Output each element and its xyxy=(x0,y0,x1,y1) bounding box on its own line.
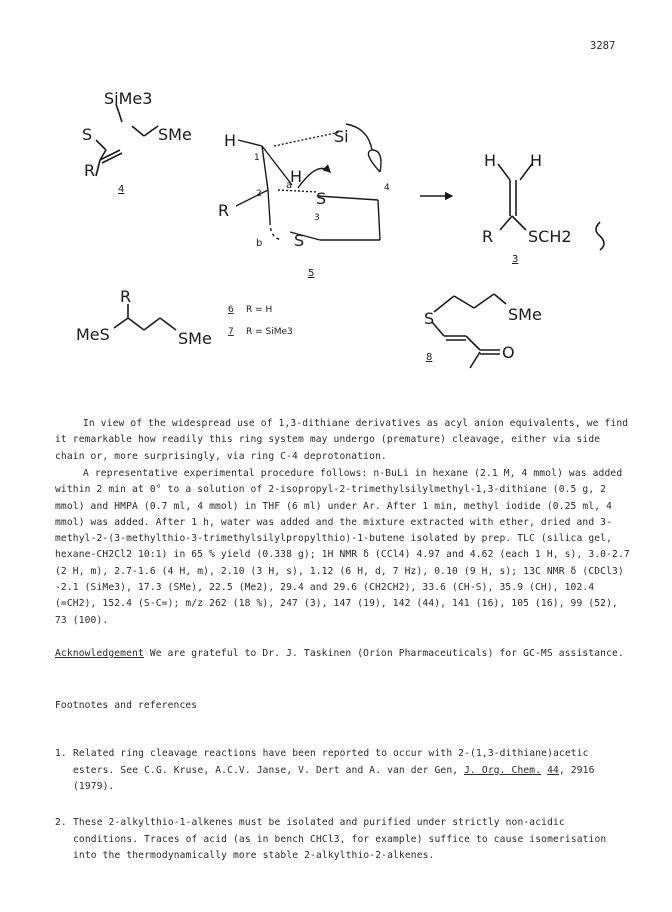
c6-number: 6 xyxy=(228,305,234,315)
c8-sme: SMe xyxy=(508,305,542,324)
c5-number: 5 xyxy=(308,268,315,279)
c5-si: Si xyxy=(334,127,349,146)
c67-r: R xyxy=(120,287,132,306)
compound-6-7-structure xyxy=(114,304,176,330)
c5-atom-4: 4 xyxy=(384,183,390,193)
c3-h2: H xyxy=(530,151,543,170)
journal-name: J. Org. Chem. xyxy=(464,764,542,776)
footnote-text: These 2-alkylthio-1-alkenes must be isolated and purified under strictly non-acidic conditions. Traces of acid (as in bench CHCl3, for example) suffice to cause isomerisation into the thermodynamically more stable 2-alkylthio-2-alkenes. xyxy=(73,817,607,862)
footnote-1-text: Related ring cleavage reactions have been reported to occur with 2-(1,3-dithiane)acetic esters. See C.G. Kruse, A.C.V. Janse, V. Dert and A. van der Gen, xyxy=(73,748,589,776)
c5-s3: S xyxy=(316,189,327,208)
footnote-item xyxy=(55,746,630,795)
paragraph-experimental: A representative experimental procedure follows: n-BuLi in hexane (2.1 M, 4 mmol) was added within 2 min at 0° to a solution of 2-isopropyl-2-trimethylsilylmethyl-1,3-dithiane (0.5 g, 2 mmol) and HMPA (0.7 ml, 4 mmol) in THF (6 ml) under Ar. After 1 min, methyl iodide (0.25 ml, 4 mmol) was added. After 1 h, water was added and the mixture extracted with ether, dried and 3-methyl-2-(3-methylthio-3-trimethylsilylpropylthio)-1-butene isolated by prep. TLC (silica gel, hexane-CH2Cl2 10:1) in 65 % yield (0.338 g); 1H NMR δ (CCl4) 4.97 and 4.62 (each 1 H, s), 3.0-2.7 (2 H, m), 2.7-1.6 (4 H, m), 2.10 (3 H, s), 1.12 (6 H, d, 7 Hz), 0.10 (9 H, s); 13C NMR δ (CDCl3) -2.1 (SiMe3), 17.3 (SMe), 22.5 (Me2), 29.4 and 29.6 (CH2CH2), 33.6 (CH-S), 35.9 (CH), 102.4 (=CH2), 152.4 (S-C=); m/z 262 (18 %), 247 (3), 147 (19), 142 (44), 141 (16), 105 (16), 99 (52), 73 (100). xyxy=(55,468,630,626)
footnote-number: 1. xyxy=(55,748,67,760)
c5-atom-3: 3 xyxy=(314,213,320,223)
c4-s: S xyxy=(82,125,93,144)
c8-number: 8 xyxy=(426,352,433,363)
c7-definition: R = SiMe3 xyxy=(246,327,293,337)
c5-atom-2: 2 xyxy=(256,189,262,199)
c3-sch2: SCH2 xyxy=(528,227,572,246)
reaction-scheme xyxy=(0,0,672,380)
compound-5-structure xyxy=(236,124,381,240)
acknowledgement xyxy=(55,646,630,662)
c3-r: R xyxy=(482,227,494,246)
c5-h1: H xyxy=(224,131,237,150)
footnote-text xyxy=(73,746,630,795)
c4-sime3: SiMe3 xyxy=(104,89,153,108)
c8-s: S xyxy=(424,309,435,328)
compound-4-structure xyxy=(96,104,158,176)
acknowledgement-label: Acknowledgement xyxy=(55,648,144,659)
footnotes-heading: Footnotes and references xyxy=(55,700,198,711)
c5-h2: H xyxy=(290,167,303,186)
journal-volume: 44 xyxy=(547,764,559,776)
acknowledgement-text: We are grateful to Dr. J. Taskinen (Orion Pharmaceuticals) for GC-MS assistance. xyxy=(143,648,624,659)
c4-sme: SMe xyxy=(158,125,192,144)
c5-s: S xyxy=(294,231,305,250)
footnote-item xyxy=(55,815,630,864)
c7-number: 7 xyxy=(228,327,234,337)
footnote-number: 2. xyxy=(55,817,67,829)
c4-number: 4 xyxy=(118,184,125,195)
page-number: 3287 xyxy=(590,40,616,52)
c6-definition: R = H xyxy=(246,305,273,315)
c3-number: 3 xyxy=(512,254,519,265)
footnote-1-end: , 2916 (1979). xyxy=(73,764,595,792)
c4-r: R xyxy=(84,161,96,180)
c8-o: O xyxy=(502,343,515,362)
c5-atom-1: 1 xyxy=(254,153,260,163)
footnotes-list xyxy=(55,730,630,881)
c5-label-a: a xyxy=(286,180,293,191)
c67-sme: SMe xyxy=(178,329,212,348)
c5-label-b: b xyxy=(256,238,263,249)
paragraph-intro: In view of the widespread use of 1,3-dithiane derivatives as acyl anion equivalents, we find it remarkable how readily this ring system may undergo (premature) cleavage, either via side chain or, more surprisingly, via ring C-4 deprotonation. xyxy=(55,418,629,462)
c67-mes: MeS xyxy=(76,325,110,344)
c5-r: R xyxy=(218,201,230,220)
c3-h1: H xyxy=(484,151,497,170)
compound-8-structure xyxy=(432,294,506,368)
